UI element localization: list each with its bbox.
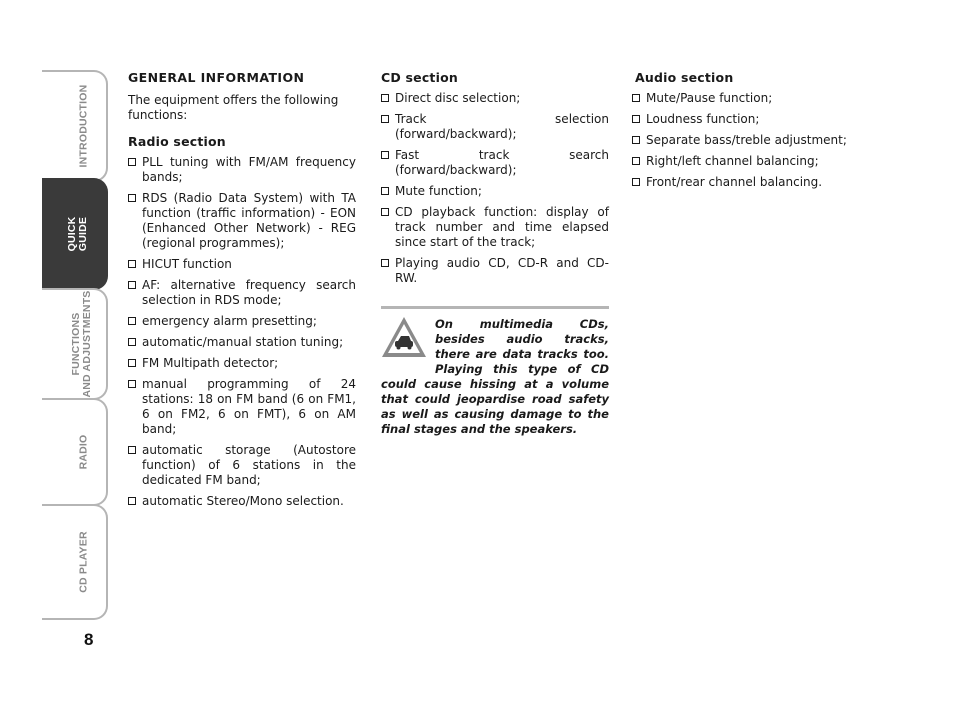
list-item: Playing audio CD, CD-R and CD-RW. xyxy=(381,256,609,286)
side-tabs xyxy=(42,70,108,620)
list-item: Front/rear channel balancing. xyxy=(632,175,862,190)
audio-feature-list xyxy=(632,91,862,190)
tab-label: FUNCTIONS AND ADJUSTMENTS xyxy=(70,290,93,398)
checkbox-bullet-icon xyxy=(128,497,136,505)
list-item: HICUT function xyxy=(128,257,356,272)
tab-introduction[interactable] xyxy=(42,70,108,182)
checkbox-bullet-icon xyxy=(632,136,640,144)
tab-label: CD PLAYER xyxy=(77,531,90,593)
list-item: FM Multipath detector; xyxy=(128,356,356,371)
checkbox-bullet-icon xyxy=(381,187,389,195)
list-item: Fast track search (forward/backward); xyxy=(381,148,609,178)
audio-section-heading: Audio section xyxy=(635,70,734,85)
tab-radio[interactable] xyxy=(42,398,108,506)
list-item: Loudness function; xyxy=(632,112,862,127)
section-heading: GENERAL INFORMATION xyxy=(128,70,305,85)
checkbox-bullet-icon xyxy=(128,446,136,454)
cd-feature-list xyxy=(381,91,609,286)
audio-section-column xyxy=(632,70,862,196)
list-item: Mute/Pause function; xyxy=(632,91,862,106)
radio-section-heading: Radio section xyxy=(128,134,226,149)
checkbox-bullet-icon xyxy=(128,260,136,268)
list-item: Right/left channel balancing; xyxy=(632,154,862,169)
checkbox-bullet-icon xyxy=(632,94,640,102)
checkbox-bullet-icon xyxy=(128,380,136,388)
checkbox-bullet-icon xyxy=(632,115,640,123)
list-item: AF: alternative frequency search selection in RDS mode; xyxy=(128,278,356,308)
tab-label: INTRODUCTION xyxy=(77,84,90,168)
tab-label: RADIO xyxy=(77,434,90,470)
list-item: automatic Stereo/Mono selection. xyxy=(128,494,356,509)
list-item: Direct disc selection; xyxy=(381,91,609,106)
list-item: RDS (Radio Data System) with TA function (traffic information) - EON (Enhanced Other Network) - REG (regional programmes); xyxy=(128,191,356,251)
list-item: Track selection (forward/backward); xyxy=(381,112,609,142)
checkbox-bullet-icon xyxy=(632,157,640,165)
list-item: Mute function; xyxy=(381,184,609,199)
page-number: 8 xyxy=(84,630,94,649)
general-information-column xyxy=(128,70,356,515)
tab-label: QUICK GUIDE xyxy=(66,216,89,252)
list-item: CD playback function: display of track number and time elapsed since start of the track; xyxy=(381,205,609,250)
tab-quick-guide[interactable] xyxy=(42,178,108,290)
checkbox-bullet-icon xyxy=(381,94,389,102)
checkbox-bullet-icon xyxy=(128,359,136,367)
checkbox-bullet-icon xyxy=(381,259,389,267)
checkbox-bullet-icon xyxy=(128,194,136,202)
list-item: Separate bass/treble adjustment; xyxy=(632,133,862,148)
list-item: PLL tuning with FM/AM frequency bands; xyxy=(128,155,356,185)
cd-section-heading: CD section xyxy=(381,70,458,85)
tab-functions[interactable] xyxy=(42,288,108,400)
radio-feature-list xyxy=(128,155,356,509)
checkbox-bullet-icon xyxy=(632,178,640,186)
intro-text: The equipment offers the following functions: xyxy=(128,93,339,122)
checkbox-bullet-icon xyxy=(381,208,389,216)
checkbox-bullet-icon xyxy=(381,151,389,159)
checkbox-bullet-icon xyxy=(128,158,136,166)
list-item: automatic/manual station tuning; xyxy=(128,335,356,350)
list-item: emergency alarm presetting; xyxy=(128,314,356,329)
tab-cd-player[interactable] xyxy=(42,504,108,620)
checkbox-bullet-icon xyxy=(128,317,136,325)
list-item: automatic storage (Autostore function) of 6 stations in the dedicated FM band; xyxy=(128,443,356,488)
checkbox-bullet-icon xyxy=(128,281,136,289)
checkbox-bullet-icon xyxy=(128,338,136,346)
warning-divider xyxy=(381,306,609,309)
warning-text: On multimedia CDs, besides audio tracks, there are data tracks too. Playing this type of CD could cause hissing at a volume that could jeopardise road safety as well as causing damage to the final stages and the speakers. xyxy=(381,317,609,436)
checkbox-bullet-icon xyxy=(381,115,389,123)
list-item: manual programming of 24 stations: 18 on FM band (6 on FM1, 6 on FM2, 6 on FMT), 6 on AM band; xyxy=(128,377,356,437)
cd-section-column xyxy=(381,70,609,292)
